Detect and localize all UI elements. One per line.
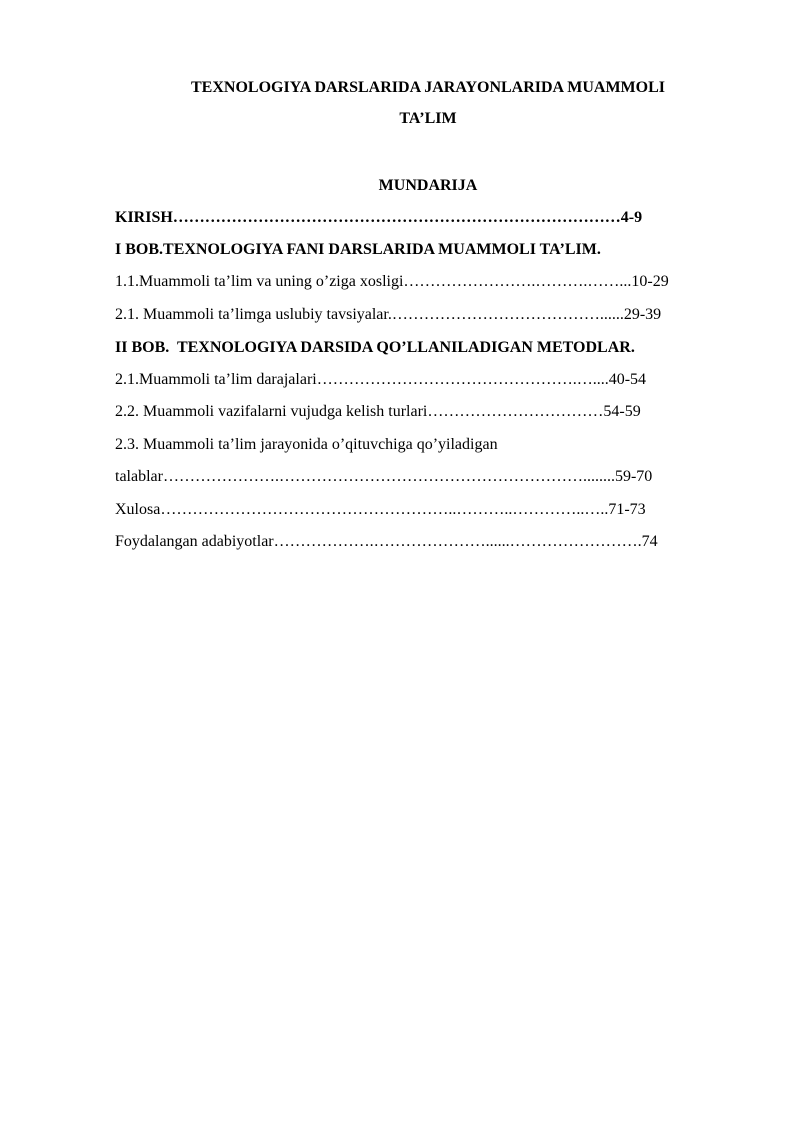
toc-entry-foydalangan: Foydalangan adabiyotlar……………….…………………......…………………….74 (115, 533, 658, 550)
document-title-line2: TA’LIM (399, 110, 457, 127)
toc-heading: MUNDARIJA (378, 177, 478, 194)
toc-entry-kirish: KIRISH…………………………………………………………………………4-9 (115, 209, 643, 226)
toc-entry-1-1: 1.1.Muammoli ta’lim va uning o’ziga xosligi…………………….……….……...10-29 (115, 273, 669, 290)
toc-entry-2-2: 2.2. Muammoli vazifalarni vujudga kelish turlari……………………………54-59 (115, 403, 641, 420)
toc-entry-2-1a: 2.1. Muammoli ta’limga uslubiy tavsiyalar.…………………………………......29-39 (115, 306, 662, 323)
toc-chapter-1: I BOB.TEXNOLOGIYA FANI DARSLARIDA MUAMMOLI TA’LIM. (115, 241, 601, 258)
toc-entry-2-3-line2: talablar………………….…………………………………………………........59-70 (115, 468, 653, 485)
toc-entry-xulosa: Xulosa………………………………………………..………..…………..…..71-73 (115, 501, 646, 518)
document-title-line1: TEXNOLOGIYA DARSLARIDA JARAYONLARIDA MUAMMOLI (191, 79, 665, 96)
toc-entry-2-3-line1: 2.3. Muammoli ta’lim jarayonida o’qituvchiga qo’yiladigan (115, 436, 498, 453)
toc-entry-2-1b: 2.1.Muammoli ta’lim darajalari………………………………………….…....40-54 (115, 371, 647, 388)
toc-chapter-2: II BOB. TEXNOLOGIYA DARSIDA QO’LLANILADIGAN METODLAR. (115, 339, 635, 356)
